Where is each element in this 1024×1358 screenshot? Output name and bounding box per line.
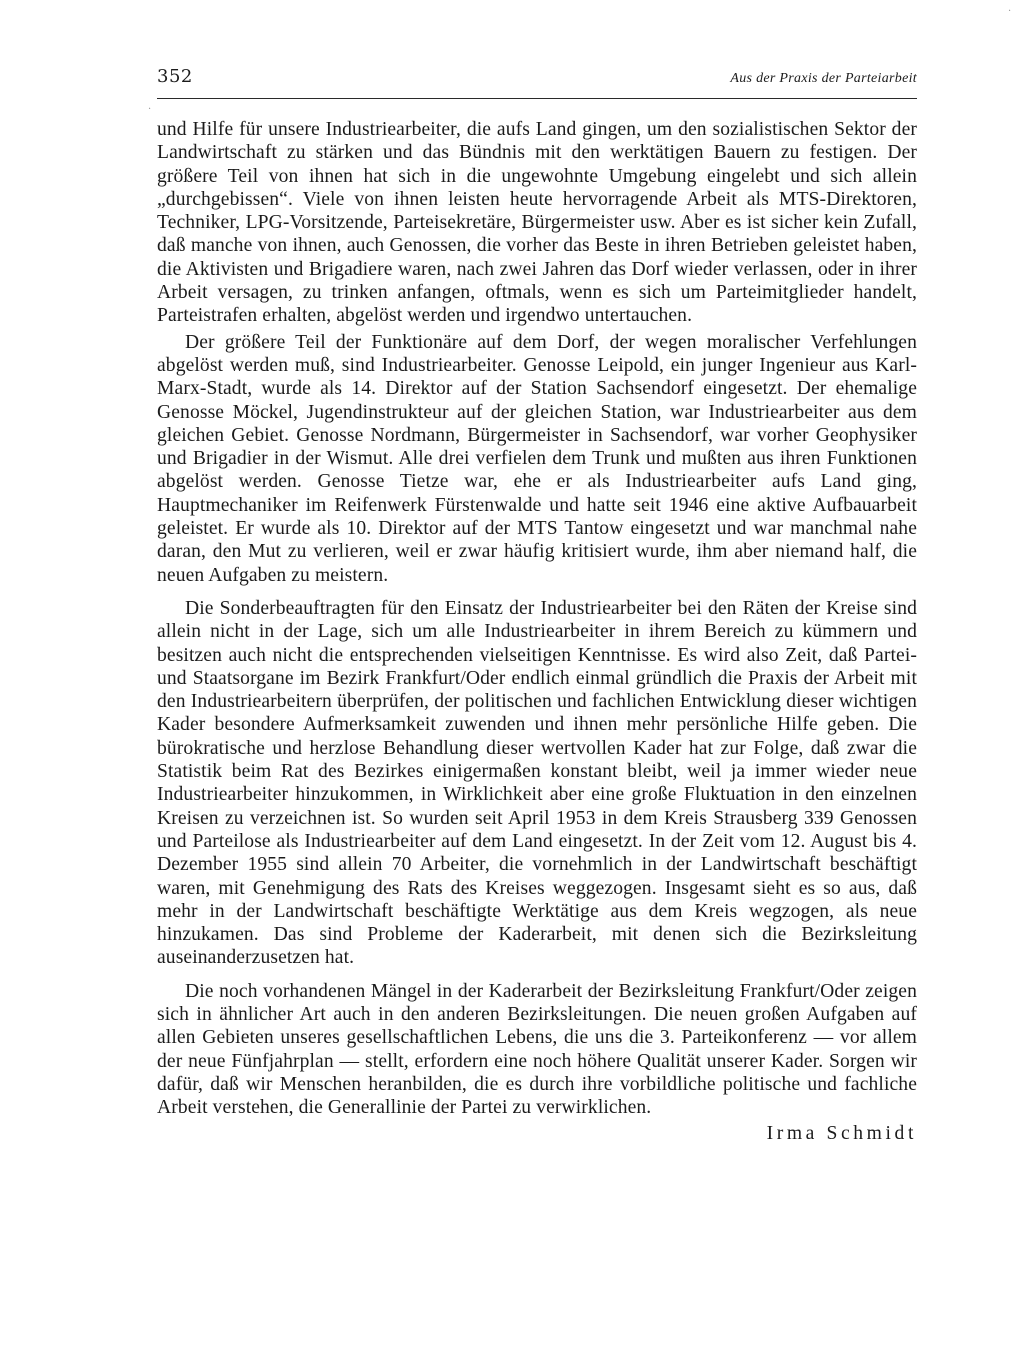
- paragraph: Die noch vorhandenen Mängel in der Kaderarbeit der Bezirksleitung Frankfurt/Oder zeigen sich in ähnlicher Art auch in den anderen Bezirksleitungen. Die neuen großen Aufgaben auf allen Gebieten unseres gesellschaftlichen Lebens, die uns die 3. Parteikonferenz — vor allem der neue Fünfjahrplan — stellt, erfordern eine noch höhere Qualität unserer Kader. Sorgen wir dafür, daß wir Menschen heranbilden, die es durch ihre vorbildliche politische und fachliche Arbeit verstehen, die Generallinie der Partei zu verwirklichen.: [157, 980, 917, 1119]
- running-title: Aus der Praxis der Parteiarbeit: [730, 71, 917, 86]
- paragraph: Der größere Teil der Funktionäre auf dem Dorf, der wegen moralischer Verfehlungen abgelöst werden muß, sind Industriearbeiter. Genosse Leipold, ein junger Ingenieur aus Karl-Marx-Stadt, wurde als 14. Direktor auf der Station Sachsendorf eingesetzt. Der ehemalige Genosse Möckel, Jugendinstrukteur auf der gleichen Station, war Industriearbeiter aus dem gleichen Gebiet. Genosse Nordmann, Bürgermeister in Sachsendorf, war vorher Geophysiker und Brigadier in der Wismut. Alle drei verfielen dem Trunk und mußten aus ihren Funktionen abgelöst werden. Genosse Tietze war, ehe er als Industriearbeiter aufs Land ging, Hauptmechaniker im Reifenwerk Fürstenwalde und hatte seit 1946 eine aktive Aufbauarbeit geleistet. Er wurde als 10. Direktor auf der MTS Tantow eingesetzt und war manchmal nahe daran, den Mut zu verlieren, weil er zwar häufig kritisiert wurde, ihm aber niemand half, die neuen Aufgaben zu meistern.: [157, 331, 917, 586]
- scan-speck: ·: [148, 104, 152, 115]
- scan-speck: ·: [1008, 6, 1012, 17]
- running-header: [157, 62, 917, 99]
- author-signature: Irma Schmidt: [766, 1123, 917, 1145]
- paragraph: und Hilfe für unsere Industriearbeiter, die aufs Land gingen, um den sozialistischen Sektor der Landwirtschaft zu stärken und das Bündnis mit den werktätigen Bauern zu festigen. Der größere Teil von ihnen hat sich in die ungewohnte Umgebung eingelebt und sich allein „durchgebissen“. Viele von ihnen leisten heute hervorragende Arbeit als MTS-Direktoren, Techniker, LPG-Vorsitzende, Parteisekretäre, Bürgermeister usw. Aber es ist sicher kein Zufall, daß manche von ihnen, auch Genossen, die vorher das Beste in ihren Betrieben geleistet haben, die Aktivisten und Brigadiere waren, nach zwei Jahren das Dorf wieder verlassen, oder in ihrer Arbeit versagen, zu trinken anfangen, oftmals, wenn es sich um Parteimitglieder handelt, Parteistrafen erhalten, abgelöst werden und irgendwo untertauchen.: [157, 119, 917, 327]
- paragraph: Die Sonderbeauftragten für den Einsatz der Industriearbeiter bei den Räten der Kreise sind allein nicht in der Lage, sich um alle Industriearbeiter in ihrem Bereich zu kümmern und besitzen auch nicht die entsprechenden vielseitigen Kenntnisse. Es wird also Zeit, daß Partei- und Staatsorgane im Bezirk Frankfurt/Oder endlich einmal gründlich die Praxis der Arbeit mit den Industriearbeitern überprüfen, der politischen und fachlichen Entwicklung dieser wichtigen Kader besondere Aufmerksamkeit zuwenden und ihnen mehr persönliche Hilfe geben. Die bürokratische und herzlose Behandlung dieser wertvollen Kader hat zur Folge, daß zwar die Statistik beim Rat des Bezirkes einigermaßen konstant bleibt, weil ja immer wieder neue Industriearbeiter hinzukommen, in Wirklichkeit aber eine große Fluktuation in den einzelnen Kreisen zu verzeichnen ist. So wurden seit April 1953 in dem Kreis Strausberg 339 Genossen und Parteilose als Industriearbeiter auf dem Land eingesetzt. In der Zeit vom 12. August bis 4. Dezember 1955 sind allein 70 Arbeiter, die vornehmlich in der Landwirtschaft beschäftigt waren, mit Genehmigung des Rats des Kreises weggezogen. Insgesamt sieht es so aus, daß mehr in der Landwirtschaft beschäftigte Werktätige aus dem Kreis wegzogen, als neue hinzukamen. Das sind Probleme der Kaderarbeit, mit denen sich die Bezirksleitung auseinanderzusetzen hat.: [157, 597, 917, 969]
- page-number: 352: [157, 66, 193, 87]
- article-body: [157, 118, 917, 1146]
